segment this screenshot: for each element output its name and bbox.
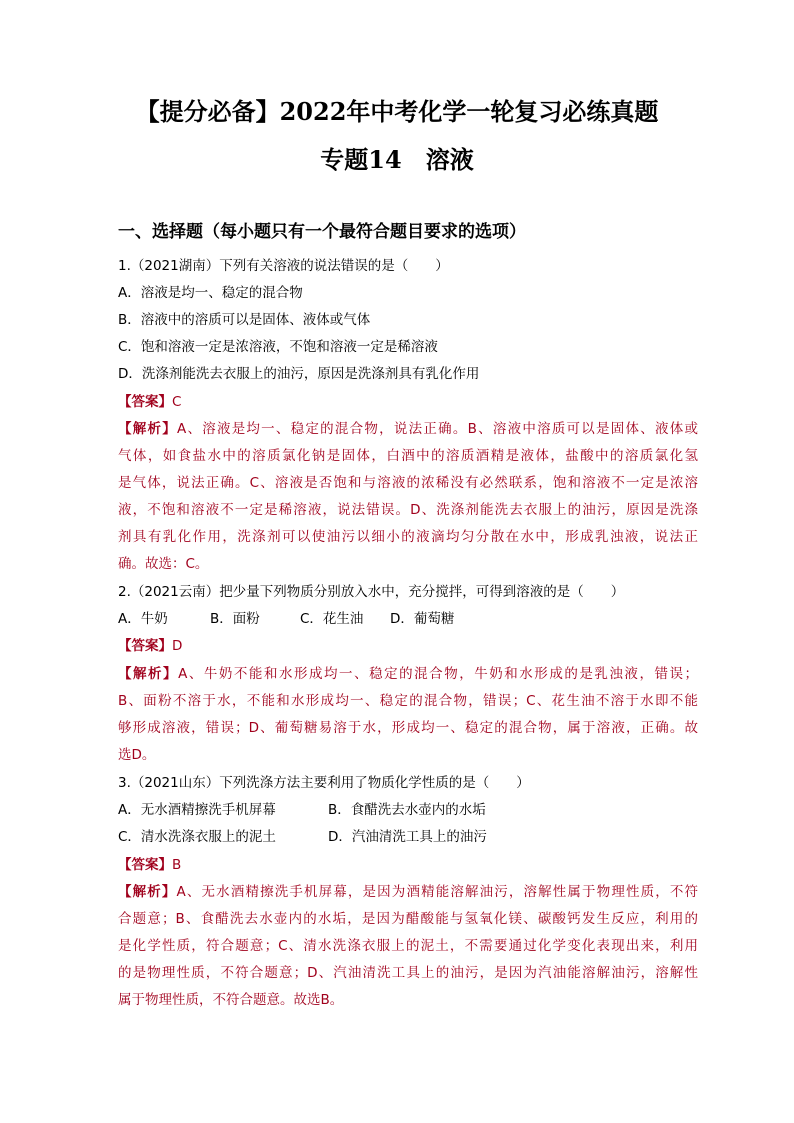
question-1-analysis-line: 确。故选：C。 — [118, 556, 209, 572]
document-title: 【提分必备】2022年中考化学一轮复习必练真题 — [135, 97, 659, 126]
analysis-label: 【解析】 — [118, 666, 179, 682]
question-1-stem: 1.（2021湖南）下列有关溶液的说法错误的是（ ） — [118, 258, 449, 274]
question-3-options-row-2 — [118, 827, 698, 847]
question-3-analysis-line: 是化学性质，符合题意；C、清水洗涤衣服上的泥土，不需要通过化学变化表现出来，利用 — [118, 938, 698, 954]
question-1-analysis-line: 是气体，说法正确。C、溶液是否饱和与溶液的浓稀没有必然联系，饱和溶液不一定是浓溶 — [118, 475, 698, 491]
question-1-answer — [118, 392, 698, 412]
section-heading: 一、选择题（每小题只有一个最符合题目要求的选项） — [118, 222, 526, 242]
answer-label: 【答案】 — [118, 394, 172, 410]
question-2-option-a: A．牛奶 — [118, 611, 168, 627]
question-3-option-c: C．清水洗涤衣服上的泥土 — [118, 829, 276, 845]
analysis-text: A、溶液是均一、稳定的混合物，说法正确。B、溶液中溶质可以是固体、液体或 — [176, 421, 698, 437]
analysis-label: 【解析】 — [118, 884, 177, 900]
question-1-option-b: B．溶液中的溶质可以是固体、液体或气体 — [118, 312, 371, 328]
analysis-text: A、无水酒精擦洗手机屏幕，是因为酒精能溶解油污，溶解性属于物理性质，不符 — [176, 884, 698, 900]
question-2-option-d: D．葡萄糖 — [390, 611, 455, 627]
question-2-answer — [118, 636, 698, 656]
question-2-analysis-line: B、面粉不溶于水，不能和水形成均一、稳定的混合物，错误；C、花生油不溶于水即不能 — [118, 693, 698, 709]
answer-value: C — [172, 394, 182, 410]
question-3-option-a: A．无水酒精擦洗手机屏幕 — [118, 802, 276, 818]
answer-value: B — [172, 857, 182, 873]
question-3-analysis-line — [118, 882, 698, 902]
answer-label: 【答案】 — [118, 857, 172, 873]
question-2-analysis-line: 够形成溶液，错误；D、葡萄糖易溶于水，形成均一、稳定的混合物，属于溶液，正确。故 — [118, 720, 698, 736]
answer-value: D — [172, 638, 183, 654]
question-3-analysis-line: 属于物理性质，不符合题意。故选B。 — [118, 992, 344, 1008]
analysis-label: 【解析】 — [118, 421, 177, 437]
question-1-analysis-line — [118, 419, 698, 439]
question-3-analysis-line: 的是物理性质，不符合题意；D、汽油清洗工具上的油污，是因为汽油能溶解油污，溶解性 — [118, 965, 698, 981]
question-2-option-c: C．花生油 — [300, 611, 364, 627]
question-3-option-b: B．食醋洗去水壶内的水垢 — [328, 802, 486, 818]
question-3-stem: 3.（2021山东）下列洗涤方法主要利用了物质化学性质的是（ ） — [118, 775, 530, 791]
question-1-analysis-line: 气体，如食盐水中的溶质氯化钠是固体，白酒中的溶质酒精是液体，盐酸中的溶质氯化氢 — [118, 448, 698, 464]
question-1-option-a: A．溶液是均一、稳定的混合物 — [118, 285, 303, 301]
question-2-analysis-line: 选D。 — [118, 747, 156, 763]
question-3-answer — [118, 855, 698, 875]
question-3-analysis-line: 合题意；B、食醋洗去水壶内的水垢，是因为醋酸能与氢氧化镁、碳酸钙发生反应，利用的 — [118, 911, 698, 927]
document-subtitle: 专题14 溶液 — [320, 145, 474, 174]
question-1-analysis-line: 剂具有乳化作用，洗涤剂可以使油污以细小的液滴均匀分散在水中，形成乳浊液，说法正 — [118, 529, 698, 545]
question-1-option-c: C．饱和溶液一定是浓溶液，不饱和溶液一定是稀溶液 — [118, 339, 438, 355]
question-3-options-row-1 — [118, 800, 698, 820]
question-2-stem: 2.（2021云南）把少量下列物质分别放入水中，充分搅拌，可得到溶液的是（ ） — [118, 584, 625, 600]
answer-label: 【答案】 — [118, 638, 172, 654]
question-2-analysis-line — [118, 664, 698, 684]
analysis-text: A、牛奶不能和水形成均一、稳定的混合物，牛奶和水形成的是乳浊液，错误； — [178, 666, 698, 682]
question-1-analysis-line: 液，不饱和溶液不一定是稀溶液，说法错误。D、洗涤剂能洗去衣服上的油污，原因是洗涤 — [118, 502, 698, 518]
question-2-option-b: B．面粉 — [210, 611, 260, 627]
question-2-options — [118, 609, 698, 629]
question-1-option-d: D．洗涤剂能洗去衣服上的油污，原因是洗涤剂具有乳化作用 — [118, 366, 480, 382]
question-3-option-d: D．汽油清洗工具上的油污 — [328, 829, 487, 845]
